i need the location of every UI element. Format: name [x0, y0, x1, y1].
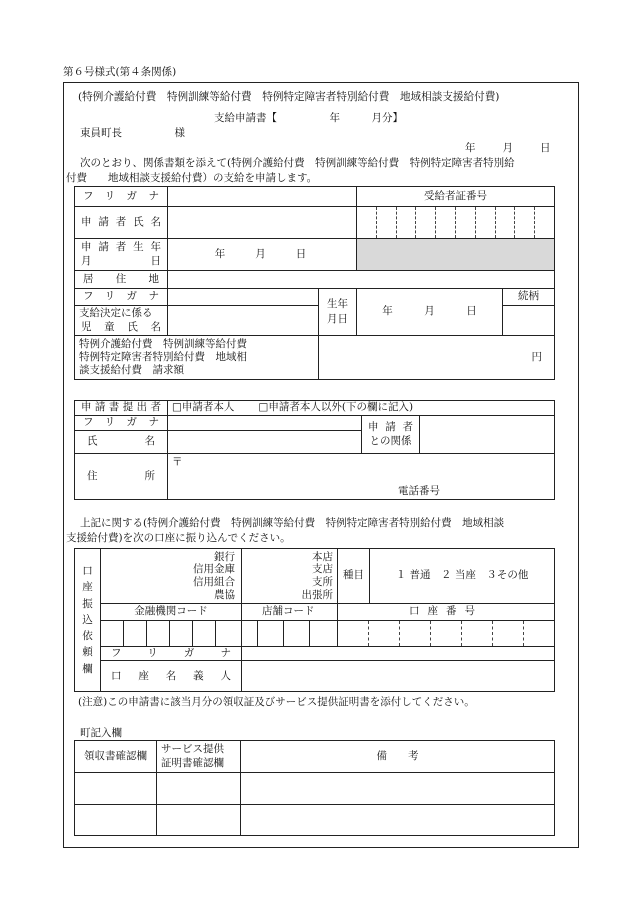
postal-mark: 〒: [172, 456, 183, 468]
branch-code-cell[interactable]: [242, 621, 258, 647]
date-line: 年 月 日: [465, 142, 553, 154]
branch-code-cell[interactable]: [284, 621, 310, 647]
bank-type-field[interactable]: 銀行 信用金庫 信用組合 農協: [101, 549, 242, 604]
submitter-address-label: 住所: [75, 454, 168, 500]
submitter-label: 申請書提出者: [75, 401, 168, 416]
submitter-name-label: 氏名: [75, 431, 168, 454]
furigana-label: フリガナ: [75, 187, 168, 207]
service-check-field[interactable]: [157, 805, 241, 836]
receipt-check-field[interactable]: [75, 773, 157, 805]
bank-table: [74, 548, 555, 692]
remarks-field[interactable]: [241, 805, 555, 836]
institution-code-cell[interactable]: [170, 621, 193, 647]
child-name-label: 支給決定に係る 児童氏名: [75, 306, 168, 336]
service-check-label: サービス提供 証明書確認欄: [157, 741, 241, 773]
institution-code-cell[interactable]: [216, 621, 242, 647]
recipient-number-field[interactable]: [357, 207, 555, 239]
relation-field[interactable]: [503, 306, 555, 336]
receipt-check-field[interactable]: [75, 805, 157, 836]
birth-label-day: 日: [150, 254, 161, 267]
submitter-address-field[interactable]: [168, 454, 555, 500]
recipient-number-label: 受給者証番号: [357, 187, 555, 207]
option-other[interactable]: □申請者本人以外(下の欄に記入): [258, 401, 414, 414]
addressee: 東員町長 様: [80, 127, 185, 139]
submitter-furigana-field[interactable]: [168, 416, 362, 431]
account-furigana-label: フリガナ: [101, 647, 242, 661]
account-holder-label: 口座名義人: [101, 661, 242, 692]
remarks-field[interactable]: [241, 773, 555, 805]
applicant-name-field[interactable]: [168, 207, 357, 239]
branch-code-cell[interactable]: [310, 621, 338, 647]
account-kind-options[interactable]: １ 普通 ２ 当座 ３その他: [370, 549, 555, 604]
birth-label-month: 月: [81, 254, 92, 267]
child-furigana-label: フリガナ: [75, 289, 168, 306]
form-number: 第６号様式(第４条関係): [63, 66, 177, 78]
submitter-furigana-label: フリガナ: [75, 416, 168, 431]
option-self[interactable]: □申請者本人: [172, 401, 235, 414]
account-number-field[interactable]: [338, 621, 555, 647]
transfer-text-1: 上記に関する(特例介護給付費 特例訓練等給付費 特例特定障害者特別給付費 地域相談: [80, 517, 505, 529]
child-birth-label: 生年月日: [319, 289, 357, 336]
residence-field[interactable]: [168, 271, 555, 289]
child-furigana-field[interactable]: [168, 289, 319, 306]
phone-label: 電話番号: [398, 485, 440, 497]
account-furigana-field[interactable]: [242, 647, 555, 661]
relation-to-applicant-field[interactable]: [420, 416, 555, 454]
branch-code-cell[interactable]: [258, 621, 284, 647]
institution-code-cell[interactable]: [101, 621, 124, 647]
institution-code-cell[interactable]: [147, 621, 170, 647]
intro-line-2: 付費 地域相談支援給付費）の支給を申請します。: [66, 172, 318, 184]
applicant-name-label: 申請者氏名: [75, 207, 168, 239]
town-table: [74, 740, 555, 836]
applicant-table: [74, 186, 555, 380]
applicant-birth-label: 申請者生年 月 日: [75, 239, 168, 271]
note-text: (注意)この申請書に該当月分の領収証及びサービス提供証明書を添付してください。: [78, 696, 475, 708]
account-kind-label: 種目: [338, 549, 370, 604]
service-check-field[interactable]: [157, 773, 241, 805]
submitter-options: [168, 401, 555, 416]
account-number-label: 口座番号: [338, 604, 555, 621]
yen-label: 円: [531, 350, 542, 363]
institution-code-label: 金融機関コード: [101, 604, 242, 621]
submitter-table: [74, 400, 555, 500]
institution-code-cell[interactable]: [193, 621, 216, 647]
branch-code-label: 店舗コード: [242, 604, 338, 621]
relation-label: 続柄: [503, 289, 555, 306]
institution-code-cell[interactable]: [124, 621, 147, 647]
submitter-name-field[interactable]: [168, 431, 362, 454]
receipt-check-label: 領収書確認欄: [75, 741, 157, 773]
intro-line-1: 次のとおり、関係書類を添えて(特例介護給付費 特例訓練等給付費 特例特定障害者特別給: [80, 157, 515, 169]
header-title: (特例介護給付費 特例訓練等給付費 特例特定障害者特別給付費 地域相談支援給付費): [78, 91, 500, 103]
town-section-label: 町記入欄: [80, 727, 122, 739]
shaded-cell: [357, 239, 555, 271]
claim-label: 特例介護給付費 特例訓練等給付費 特例特定障害者特別給付費 地域相 談支援給付費 請求額: [75, 336, 319, 380]
claim-amount-field[interactable]: [319, 336, 555, 380]
child-name-field[interactable]: [168, 306, 319, 336]
transfer-text-2: 支援給付費)を次の口座に振り込んでください。: [66, 532, 291, 544]
relation-to-applicant-label: 申請者 との関係: [362, 416, 420, 454]
remarks-label: 備 考: [241, 741, 555, 773]
residence-label: 居住地: [75, 271, 168, 289]
account-holder-field[interactable]: [242, 661, 555, 692]
applicant-birth-field[interactable]: 年 月 日: [168, 239, 357, 271]
branch-type-field[interactable]: 本店 支店 支所 出張所: [242, 549, 338, 604]
application-title: 支給申請書【 年 月分】: [214, 112, 403, 124]
account-transfer-label: 口 座 振 込 依 頼 欄: [75, 549, 101, 692]
furigana-field[interactable]: [168, 187, 357, 207]
child-birth-field[interactable]: 年 月 日: [357, 289, 503, 336]
